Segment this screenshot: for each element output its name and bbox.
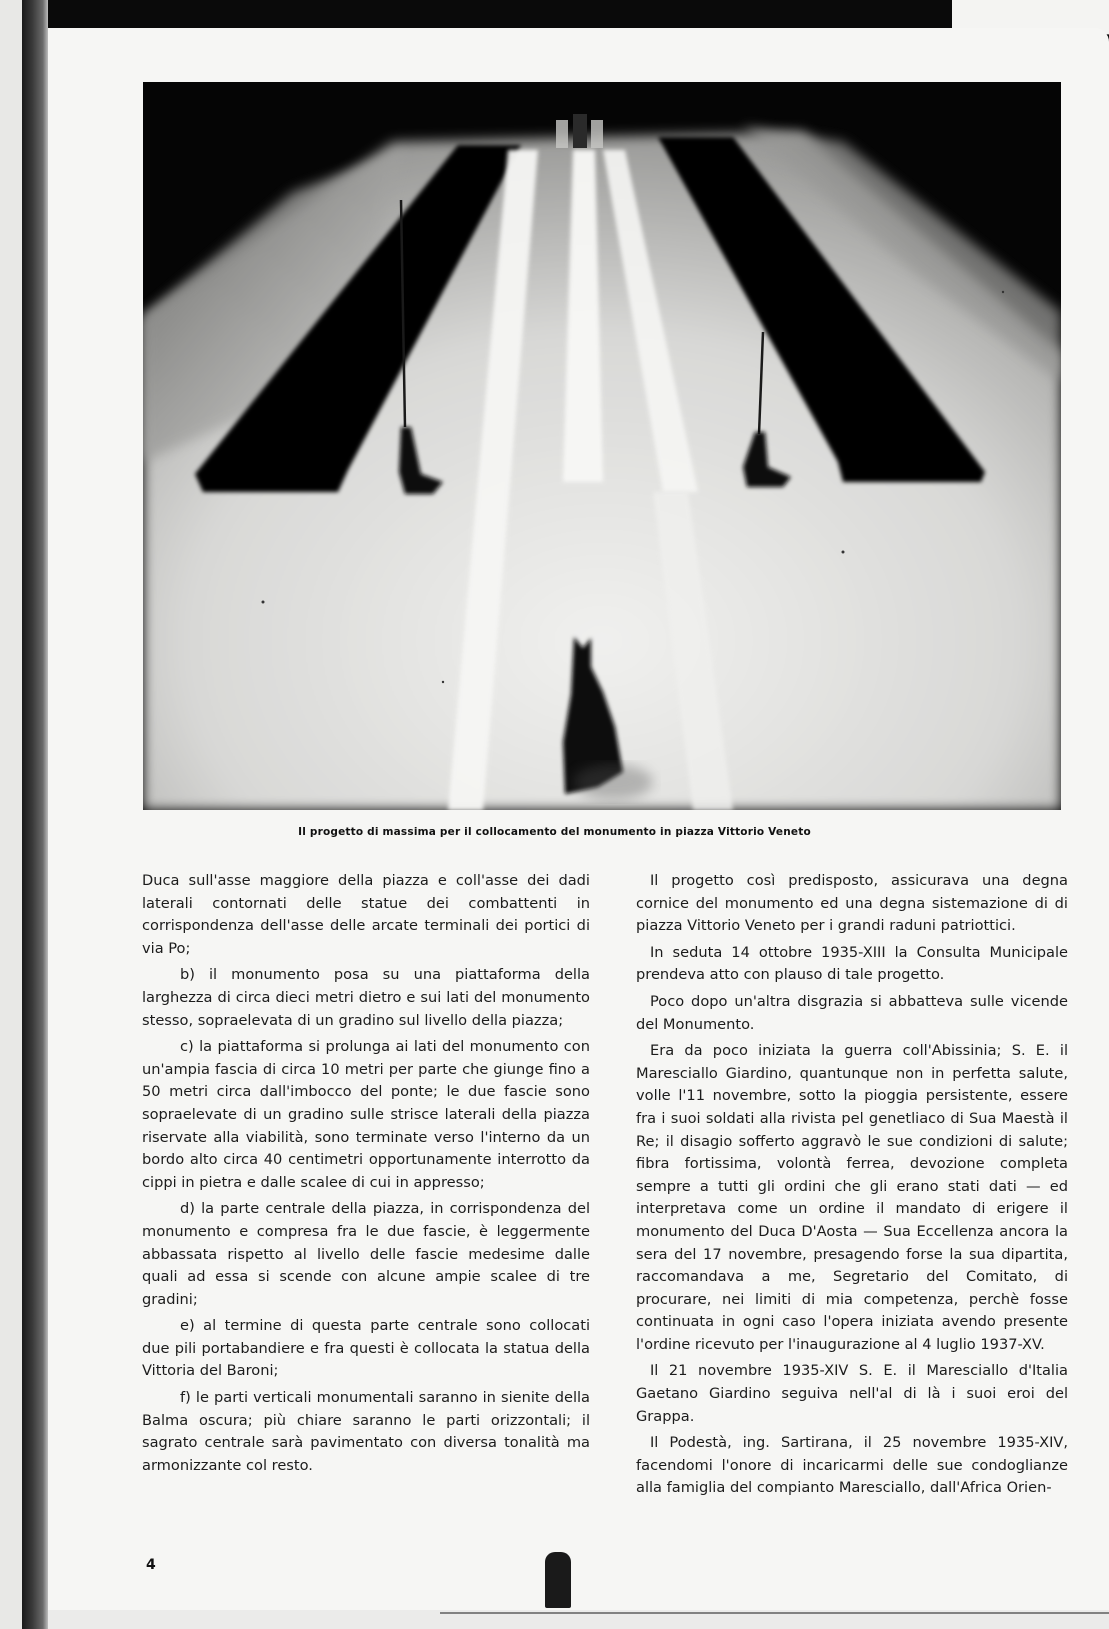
paragraph-item-e: e) al termine di questa parte centrale sono collocati due pili portabandiere e fra questi è collocata la statua della Vittoria del Baroni;	[142, 1317, 590, 1380]
paragraph-item-c: c) la piattaforma si prolunga ai lati del monumento con un'ampia fascia di circa 10 metri per parte che giunge fino a 50 metri circa dall'imbocco del ponte; le due fascie sono sopraelevate di un gradino sulle strisce laterali della piazza riservate alla viabilità, sono terminate verso l'interno da un bordo alto circa 40 centimetri opportunamente interrotto da cippi in pietra e dalle scalee di cui in appresso;	[142, 1038, 590, 1191]
paragraph: Duca sull'asse maggiore della piazza e coll'asse dei dadi laterali contornati delle statue dei combattenti in corrispondenza dell'asse delle arcate terminali dei portici di via Po;	[142, 872, 590, 957]
scan-binding-edge	[22, 0, 48, 1629]
paragraph-item-f: f) le parti verticali monumentali saranno in sienite della Balma oscura; più chiare saranno le parti orizzontali; il sagrato centrale sarà pavimentato con diversa tonalità ma armonizzante col resto.	[142, 1389, 590, 1474]
paragraph: Era da poco iniziata la guerra coll'Abissinia; S. E. il Maresciallo Giardino, quantunque non in perfetta salute, volle l'11 novembre, sotto la pioggia persistente, essere fra i suoi soldati alla rivista pel genetliaco di Sua Maestà il Re; il disagio sofferto aggravò le sue condizioni di salute; fibra fortissima, volontà ferrea, devozione completa sempre a tutti gli ordini che gli erano stati dati — ed interpretava come un ordine il mandato di erigere il monumento del Duca D'Aosta — Sua Eccellenza ancora la sera del 17 novembre, presagendo forse la sua dipartita, raccomandava a me, Segretario del Comitato, di procurare, nei limiti di mia competenza, perchè fosse continuata in ogni caso l'opera iniziata avendo presente l'ordine ricevuto per l'inaugurazione al 4 luglio 1937-XV.	[636, 1042, 1068, 1353]
paragraph-item-b: b) il monumento posa su una piattaforma della larghezza di circa dieci metri dietro e sui lati del monumento stesso, sopraelevata di un gradino sul livello della piazza;	[142, 966, 590, 1029]
scan-top-border	[24, 0, 1109, 30]
photo-illustration	[143, 82, 1061, 810]
page-number: 4	[146, 1557, 156, 1573]
paragraph: Poco dopo un'altra disgrazia si abbatteva sulle vicende del Monumento.	[636, 992, 1068, 1033]
monument-model-photo	[143, 82, 1061, 810]
text-column-left	[142, 870, 590, 1481]
binding-mark	[545, 1552, 571, 1608]
paragraph: Il 21 novembre 1935-XIV S. E. il Maresciallo d'Italia Gaetano Giardino seguiva nell'al di là i suoi eroi del Grappa.	[636, 1362, 1068, 1425]
paragraph: Il progetto così predisposto, assicurava una degna cornice del monumento ed una degna sistemazione di di piazza Vittorio Veneto per i grandi raduni patriottici.	[636, 872, 1068, 935]
paragraph: Il Podestà, ing. Sartirana, il 25 novembre 1935-XIV, facendomi l'onore di incaricarmi delle sue condoglianze alla famiglia del compianto Maresciallo, dall'Africa Orien-	[636, 1434, 1068, 1497]
scan-margin	[0, 0, 24, 1629]
photo-caption: Il progetto di massima per il collocamento del monumento in piazza Vittorio Veneto	[298, 826, 811, 838]
paragraph: In seduta 14 ottobre 1935-XIII la Consulta Municipale prendeva atto con plauso di tale progetto.	[636, 943, 1068, 984]
bottom-edge-line	[440, 1612, 1109, 1614]
paragraph-item-d: d) la parte centrale della piazza, in corrispondenza del monumento e compresa fra le due fascie, è leggermente abbassata rispetto al livello delle fascie medesime dalle quali ad essa si scende con alcune ampie scalee di tre gradini;	[142, 1200, 590, 1308]
text-column-right	[636, 870, 1068, 1504]
